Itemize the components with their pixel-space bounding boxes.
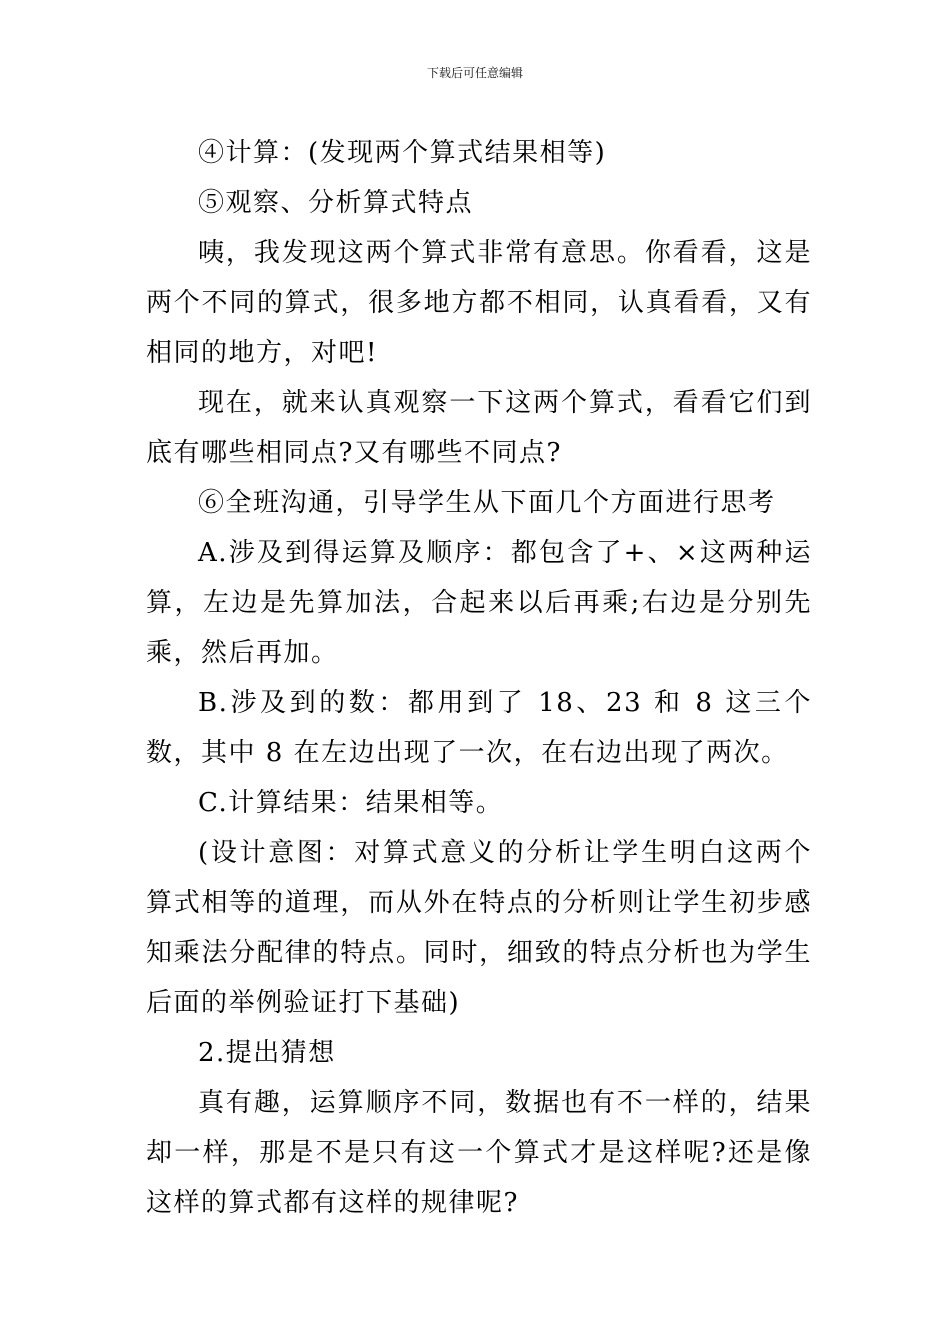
paragraph-compare: 现在，就来认真观察一下这两个算式，看看它们到底有哪些相同点?又有哪些不同点? — [146, 388, 812, 468]
paragraph-discussion: ⑥全班沟通，引导学生从下面几个方面进行思考 — [198, 488, 776, 518]
paragraph-point-c: C.计算结果：结果相等。 — [198, 788, 504, 818]
paragraph-interesting: 咦，我发现这两个算式非常有意思。你看看，这是两个不同的算式，很多地方都不相同，认真看看，又有相同的地方，对吧! — [146, 238, 812, 368]
page-header: 下载后可任意编辑 — [426, 66, 523, 80]
paragraph-observe: ⑤观察、分析算式特点 — [198, 188, 474, 218]
paragraph-conjecture: 真有趣，运算顺序不同，数据也有不一样的，结果却一样，那是不是只有这一个算式才是这样呢?还是像这样的算式都有这样的规律呢? — [146, 1088, 812, 1218]
paragraph-point-b: B.涉及到的数：都用到了 18、23 和 8 这三个数，其中 8 在左边出现了一次，在右边出现了两次。 — [146, 688, 812, 768]
paragraph-calc: ④计算：(发现两个算式结果相等) — [198, 138, 607, 168]
document-body — [146, 128, 812, 1228]
paragraph-point-a: A.涉及到得运算及顺序：都包含了+、×这两种运算，左边是先算加法，合起来以后再乘;右边是分别先乘，然后再加。 — [146, 538, 812, 668]
section-heading-conjecture: 2.提出猜想 — [198, 1038, 336, 1068]
paragraph-design-intent: (设计意图：对算式意义的分析让学生明白这两个算式相等的道理，而从外在特点的分析则让学生初步感知乘法分配律的特点。同时，细致的特点分析也为学生后面的举例验证打下基础) — [146, 838, 812, 1018]
